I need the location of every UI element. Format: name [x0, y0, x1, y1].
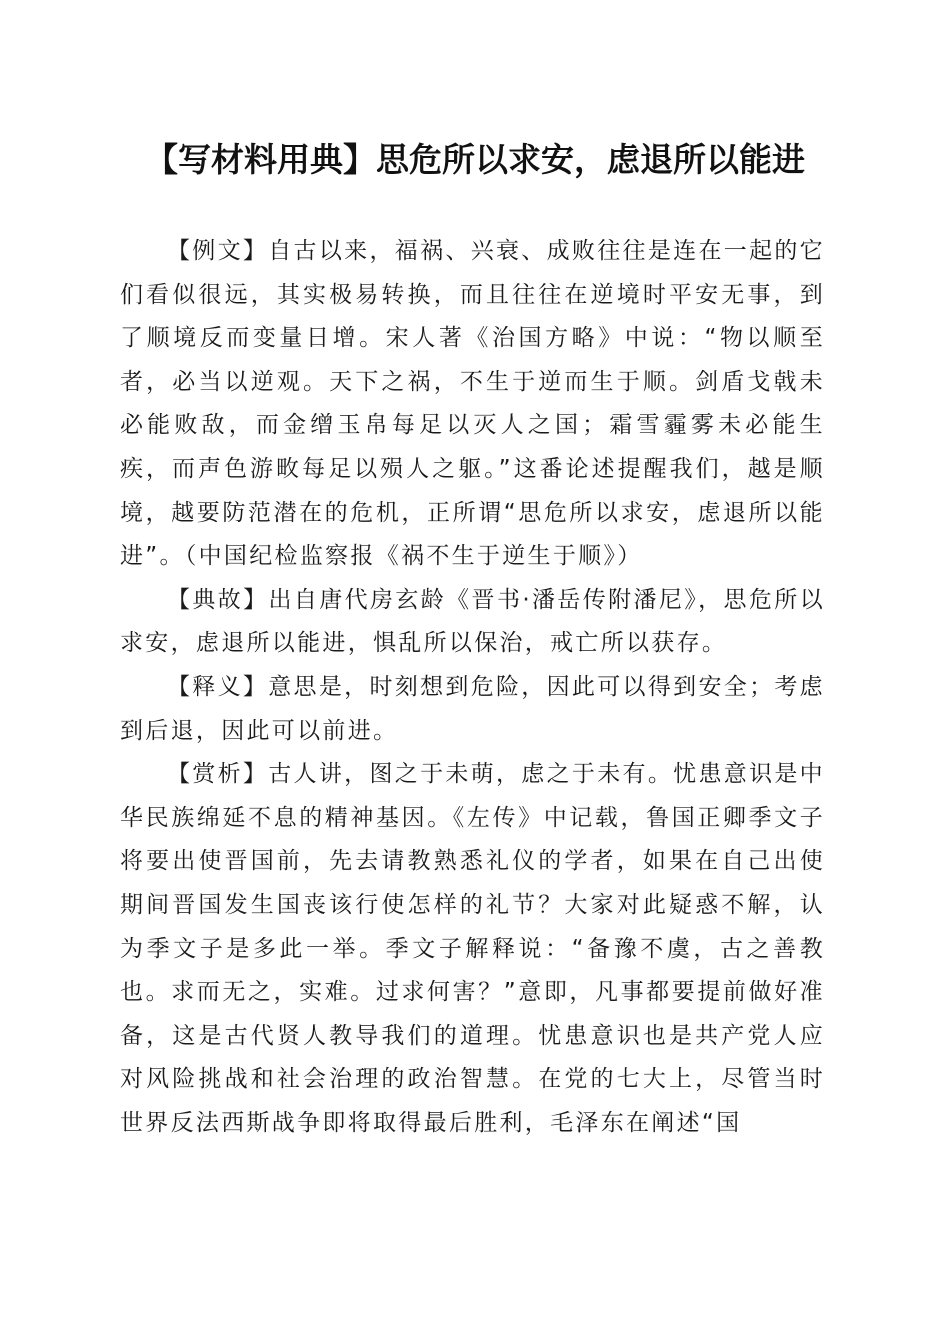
document-title: 【写材料用典】思危所以求安，虑退所以能进: [145, 140, 805, 179]
paragraph-example: 【例文】自古以来，福祸、兴衰、成败往往是连在一起的它们看似很远，其实极易转换，而且往往在逆境时平安无事，到了顺境反而变量日增。宋人著《治国方略》中说：“物以顺至者，必当以逆观。天下之祸，不生于逆而生于顺。剑盾戈戟未必能败敌，而金缯玉帛每足以灭人之国；霜雪霾雾未必能生疾，而声色游畋每足以殒人之躯。”这番论述提醒我们，越是顺境，越要防范潜在的危机，正所谓“思危所以求安，虑退所以能进”。（中国纪检监察报《祸不生于逆生于顺》）: [120, 238, 825, 570]
document-body: [120, 230, 825, 1145]
paragraph-appreciation: 【赏析】古人讲，图之于未萌，虑之于未有。忧患意识是中华民族绵延不息的精神基因。《左传》中记载，鲁国正卿季文子将要出使晋国前，先去请教熟悉礼仪的学者，如果在自己出使期间晋国发生国丧该行使怎样的礼节？大家对此疑惑不解，认为季文子是多此一举。季文子解释说：“备豫不虞，古之善教也。求而无之，实难。过求何害？”意即，凡事都要提前做好准备，这是古代贤人教导我们的道理。忧患意识也是共产党人应对风险挑战和社会治理的政治智慧。在党的七大上，尽管当时世界反法西斯战争即将取得最后胜利，毛泽东在阐述“国: [120, 761, 825, 1136]
paragraph-meaning: 【释义】意思是，时刻想到危险，因此可以得到安全；考虑到后退，因此可以前进。: [120, 673, 825, 744]
paragraph-allusion: 【典故】出自唐代房玄龄《晋书·潘岳传附潘尼》，思危所以求安，虑退所以能进，惧乱所以保治，戒亡所以获存。: [120, 586, 825, 657]
